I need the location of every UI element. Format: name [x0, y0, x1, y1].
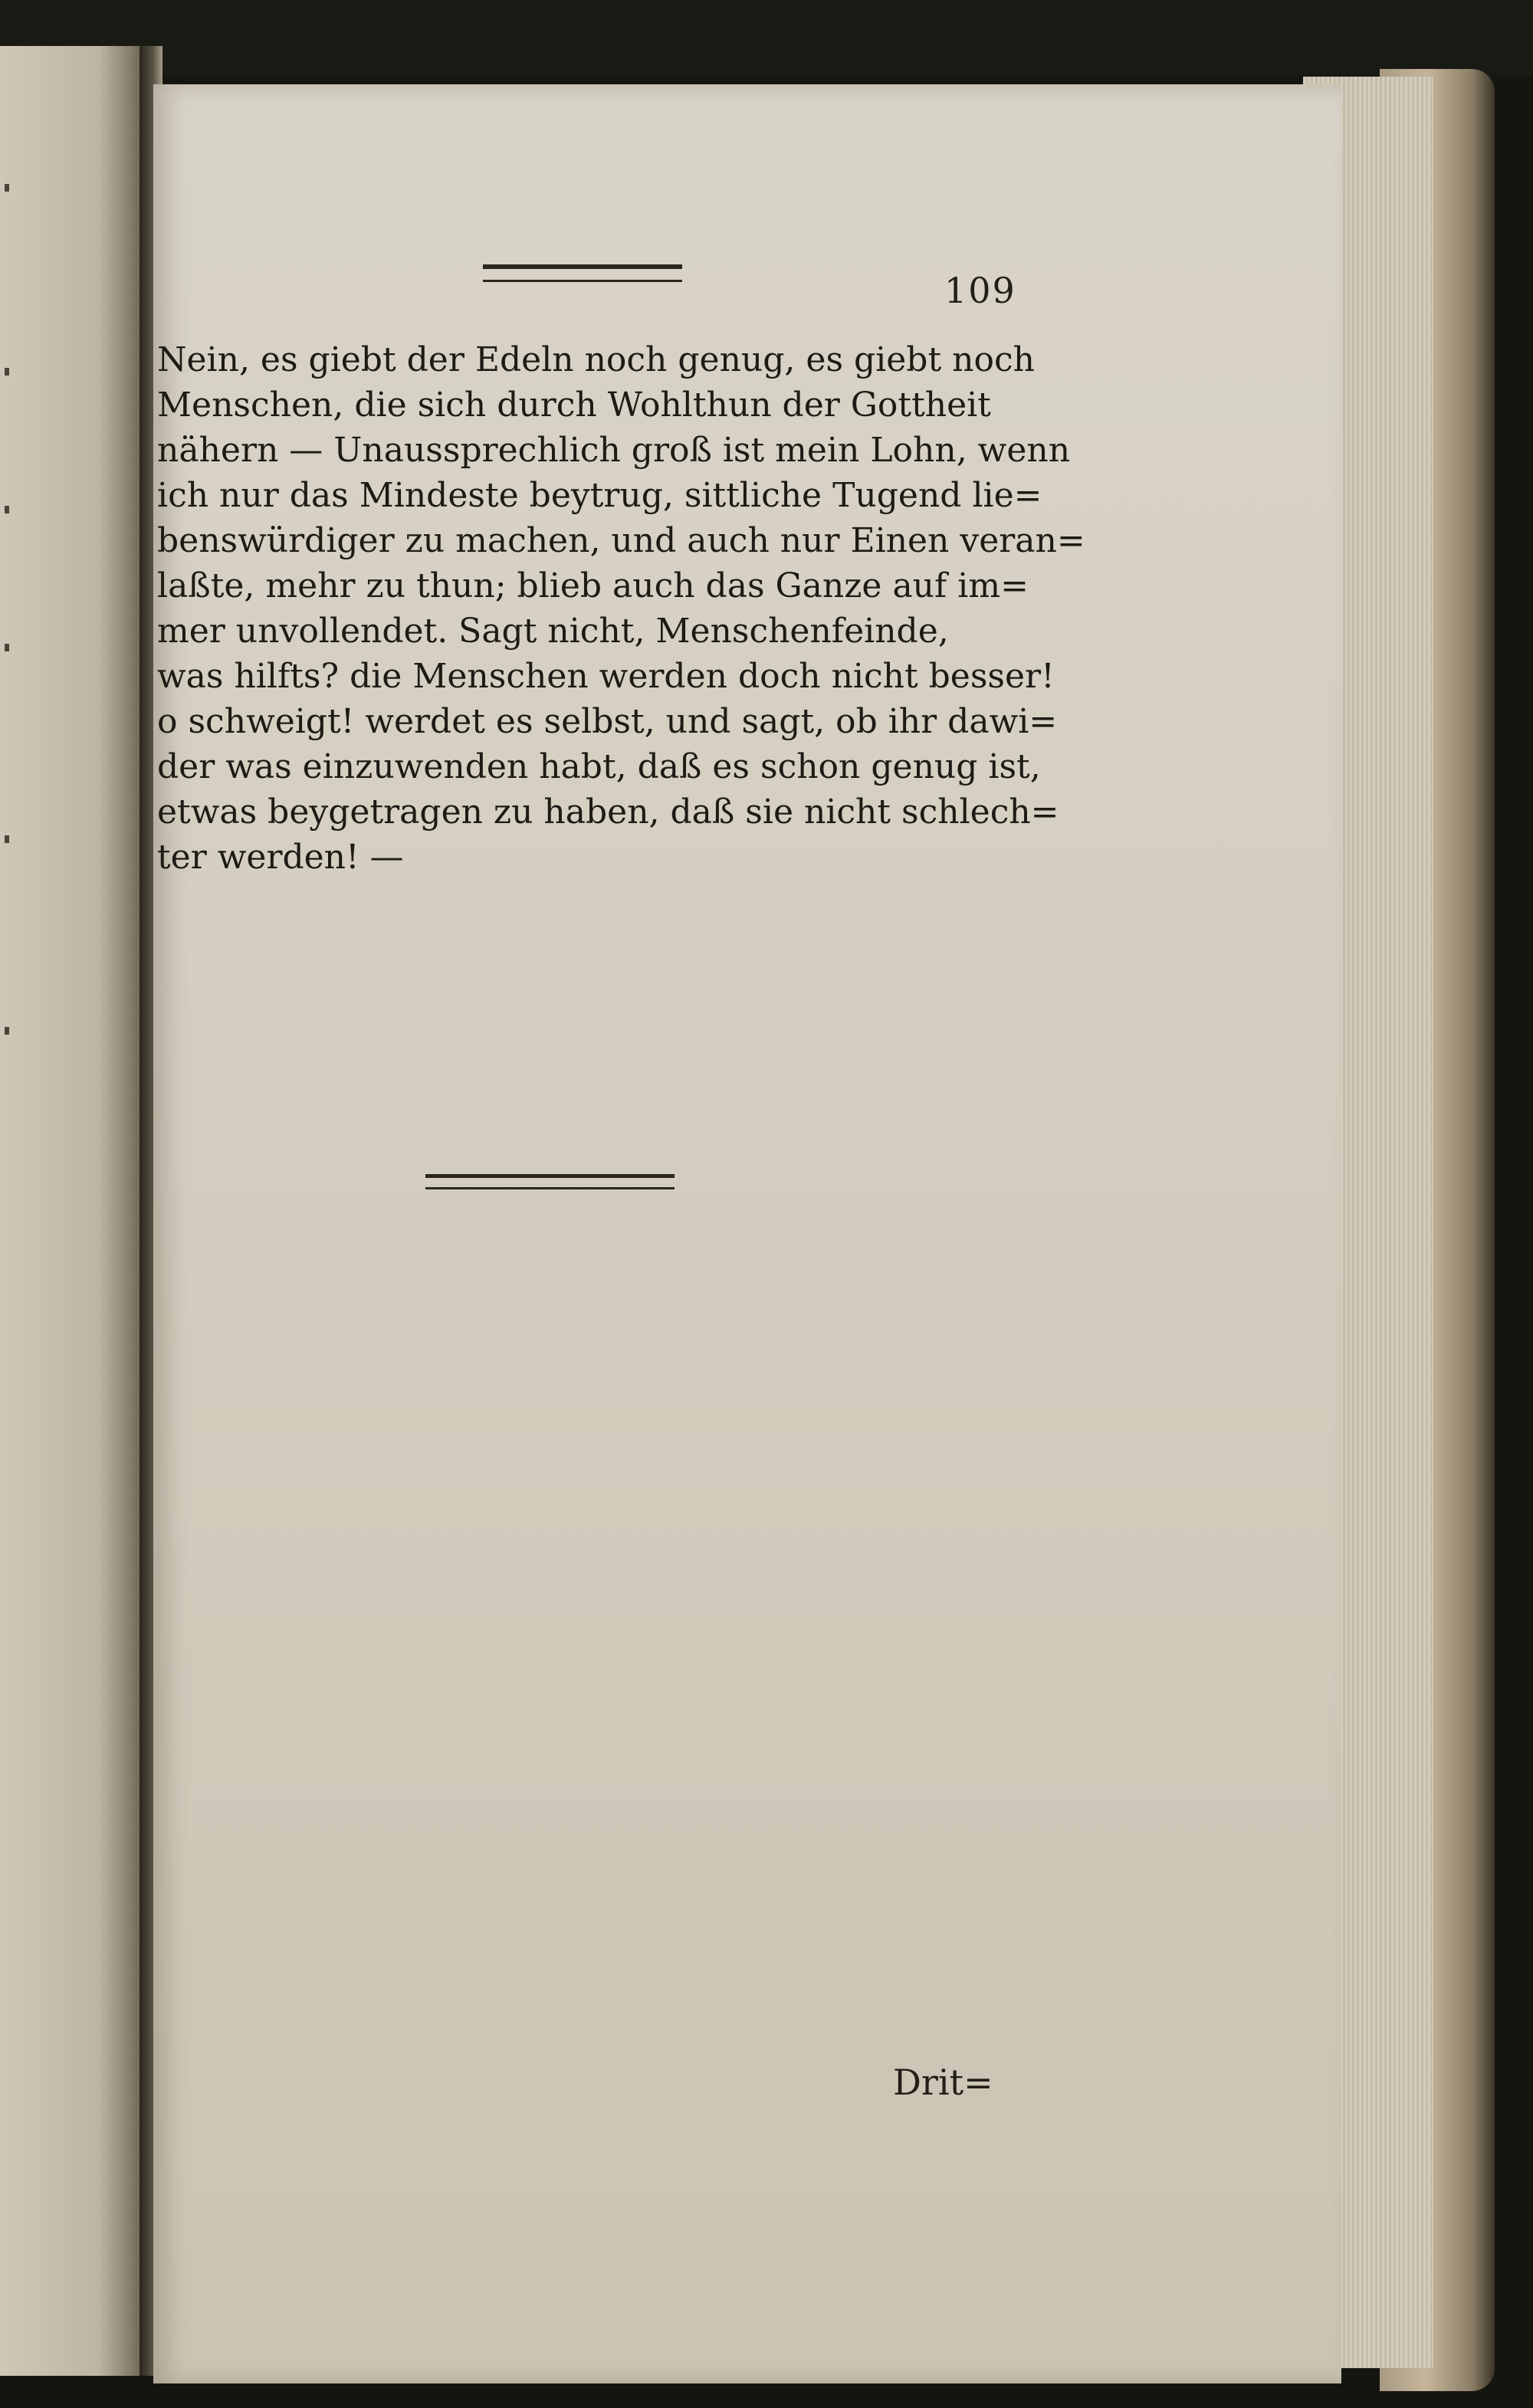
left-page-edge	[0, 46, 142, 2376]
ink-mark	[5, 835, 9, 843]
text-line: ter werden! —	[157, 838, 404, 877]
header-rule	[483, 264, 682, 282]
text-line: laßte, mehr zu thun; blieb auch das Ganze auf im=	[157, 566, 1029, 605]
text-line: o schweigt! werdet es selbst, und sagt, ob ihr dawi=	[157, 702, 1058, 741]
ink-mark	[5, 368, 9, 376]
ink-mark	[5, 1027, 9, 1035]
ink-mark	[5, 644, 9, 651]
page-number: 109	[944, 270, 1016, 311]
body-text	[157, 337, 1085, 880]
background-top	[0, 0, 1533, 77]
text-line: nähern — Unaussprechlich groß ist mein Lohn, wenn	[157, 431, 1071, 470]
end-rule	[425, 1174, 675, 1189]
text-line: mer unvollendet. Sagt nicht, Menschenfeinde,	[157, 612, 949, 651]
text-line: benswürdiger zu machen, und auch nur Einen veran=	[157, 521, 1085, 560]
text-line: Nein, es giebt der Edeln noch genug, es giebt noch	[157, 340, 1035, 379]
catchword: Drit=	[893, 2062, 993, 2103]
ink-mark	[5, 506, 9, 513]
text-line: Menschen, die sich durch Wohlthun der Gottheit	[157, 385, 991, 425]
text-line: was hilfts? die Menschen werden doch nicht besser!	[157, 657, 1055, 696]
text-line: der was einzuwenden habt, daß es schon genug ist,	[157, 747, 1041, 786]
ink-mark	[5, 184, 9, 192]
text-line: ich nur das Mindeste beytrug, sittliche Tugend lie=	[157, 476, 1042, 515]
text-line: etwas beygetragen zu haben, daß sie nicht schlech=	[157, 792, 1059, 832]
